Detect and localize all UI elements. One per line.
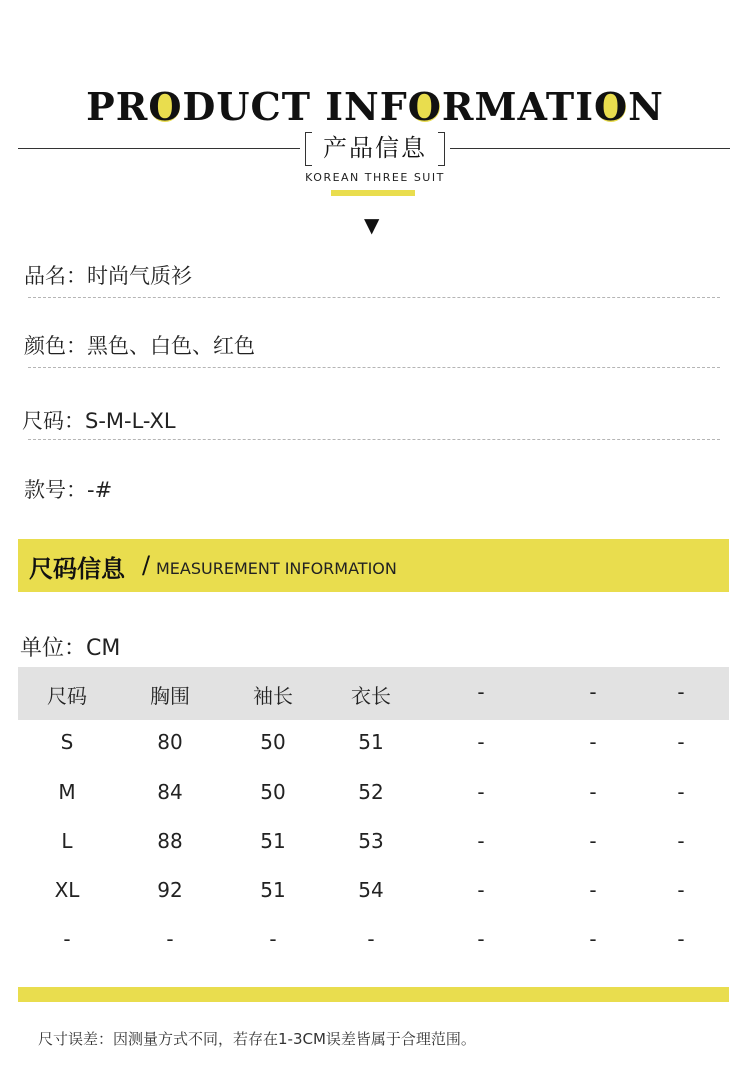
table-cell: S [60,730,74,754]
table-cell: - [367,927,375,951]
table-cell: 52 [358,780,384,804]
table-cell: - [589,829,597,853]
title-highlight-letter: O [593,84,629,129]
measurement-title-cn: 尺码信息 [29,555,125,583]
table-cell: - [269,927,277,951]
table-header-cell: - [677,680,685,704]
divider [28,367,720,368]
info-color: 颜色：黑色、白色、红色 [24,334,255,358]
table-header-cell: 尺码 [47,684,87,708]
table-cell: - [63,927,71,951]
table-cell: 51 [260,878,286,902]
title-highlight-letter: O [407,84,442,129]
table-cell: 80 [157,730,183,754]
divider [28,297,720,298]
down-arrow-icon: ▼ [364,213,380,237]
title-part: N [628,84,664,129]
table-cell: - [589,878,597,902]
title-part: PR [86,84,149,129]
table-cell: - [589,927,597,951]
table-header-cell: 胸围 [150,684,190,708]
header-rule-left [18,148,300,149]
table-cell: - [677,878,685,902]
table-header-cell: - [477,680,485,704]
table-cell: - [677,927,685,951]
accent-bar-bottom [18,987,729,1002]
tolerance-note: 尺寸误差：因测量方式不同，若存在1-3CM误差皆属于合理范围。 [38,1030,476,1048]
table-cell: 50 [260,730,286,754]
table-cell: 84 [157,780,183,804]
info-style-number: 款号：-# [24,478,113,502]
title-highlight-letter: O [148,84,183,129]
divider [28,439,720,440]
table-cell: - [677,780,685,804]
title-part: DUCT INF [182,84,408,129]
cn-title: 产品信息 [323,134,427,162]
cn-title-box [305,130,445,167]
measurement-header [18,539,729,592]
table-cell: - [677,730,685,754]
title-part: RMATI [441,84,594,129]
unit-label: 单位：CM [20,636,121,661]
table-cell: 54 [358,878,384,902]
table-cell: 88 [157,829,183,853]
table-cell: 51 [358,730,384,754]
info-size: 尺码：S-M-L-XL [22,409,176,433]
header-rule-right [450,148,730,149]
table-cell: - [477,878,485,902]
table-cell: M [58,780,76,804]
table-header-cell: 袖长 [253,684,293,708]
page-title [0,84,750,129]
table-cell: 53 [358,829,384,853]
table-cell: - [677,829,685,853]
table-header-cell: 衣长 [351,684,391,708]
table-cell: - [477,829,485,853]
table-cell: 50 [260,780,286,804]
table-cell: 92 [157,878,183,902]
measurement-slash: / [142,551,151,579]
measurement-title-en: MEASUREMENT INFORMATION [156,559,397,578]
table-cell: - [166,927,174,951]
info-name: 品名：时尚气质衫 [24,264,192,288]
table-cell: - [477,730,485,754]
table-header-cell: - [589,680,597,704]
table-cell: - [589,780,597,804]
table-cell: - [589,730,597,754]
bracket-left [305,132,312,166]
subtitle: KOREAN THREE SUIT [305,171,445,184]
table-cell: XL [54,878,80,902]
accent-bar [331,190,415,196]
table-cell: 51 [260,829,286,853]
table-cell: - [477,927,485,951]
table-cell: - [477,780,485,804]
bracket-right [438,132,445,166]
table-cell: L [61,829,73,853]
